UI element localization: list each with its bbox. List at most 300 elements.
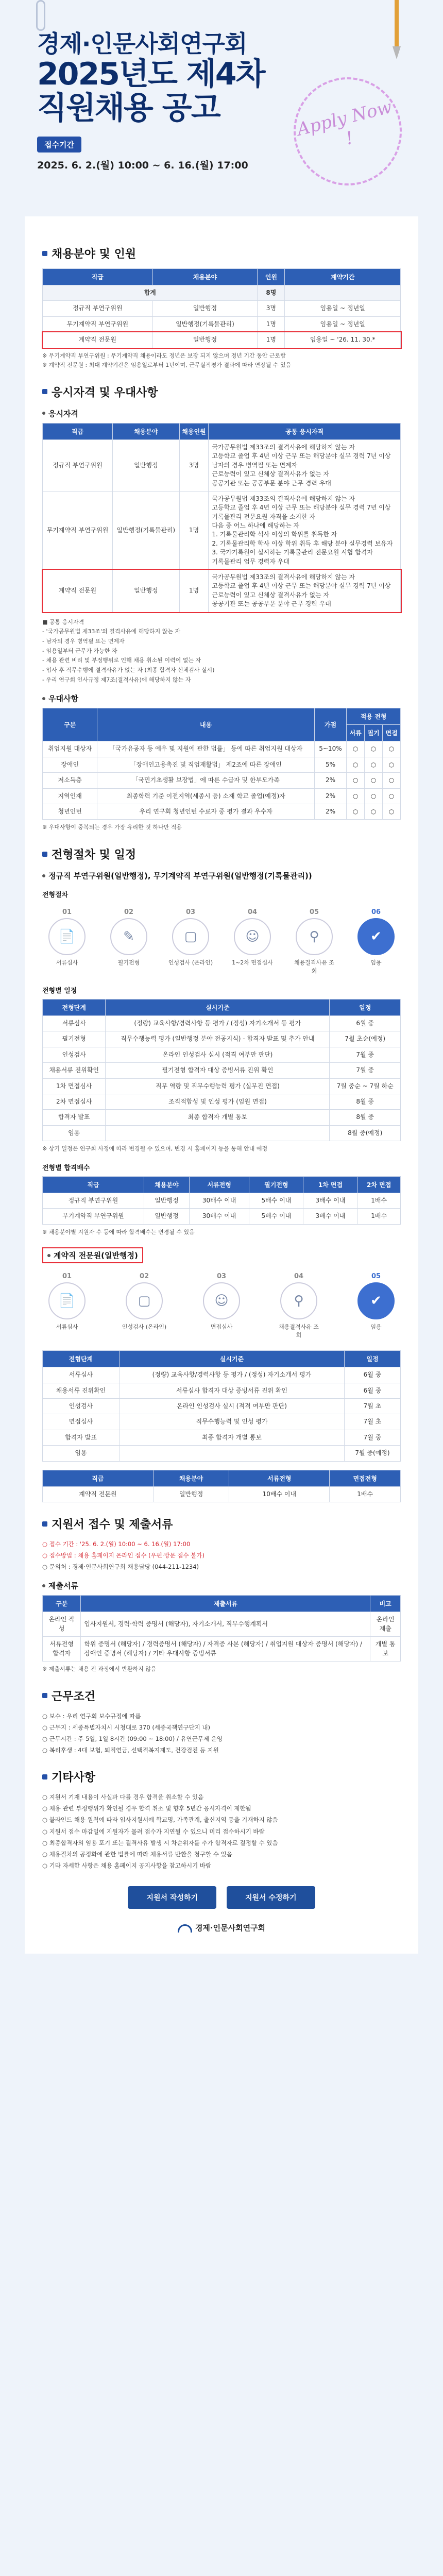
table-cell: 채용서류 진위확인 <box>43 1063 106 1078</box>
table-cell <box>209 491 401 569</box>
table-cell: 일반행정(기록물관리) <box>112 491 179 569</box>
step-icon: ☺ <box>234 918 271 955</box>
table-cell: ○ <box>365 741 383 757</box>
step-label: 면접심사 <box>210 1324 233 1331</box>
table-row <box>43 301 401 316</box>
hero-line2: 2025년도 제4차 <box>37 56 265 92</box>
table-cell: ○ <box>383 773 401 788</box>
text-line: ○ 복리후생 : 4대 보험, 퇴직연금, 선택적복지제도, 건강검진 등 지원 <box>42 1747 219 1754</box>
table-cell: 정규직 부연구위원 <box>43 1193 144 1208</box>
hero-header <box>0 0 443 216</box>
button-row <box>42 1886 401 1909</box>
preference-subtitle: 우대사항 <box>42 693 401 704</box>
total-row <box>43 285 401 301</box>
table-header: 직급 <box>43 1470 154 1486</box>
table-cell: 면접심사 <box>43 1414 120 1430</box>
dot-icon <box>47 1254 50 1257</box>
table-row <box>43 1031 401 1047</box>
process-step <box>168 908 213 975</box>
section-etc-title: 기타사항 <box>42 1769 401 1785</box>
process-step <box>353 908 399 975</box>
section-process-title: 전형절차 및 일정 <box>42 846 401 862</box>
process-step <box>44 1273 90 1339</box>
table-row <box>43 788 401 804</box>
table-cell: 1명 <box>258 332 285 348</box>
table-cell: 최종 합격자 개별 통보 <box>106 1110 330 1125</box>
table-cell: 인성검사 <box>43 1399 120 1414</box>
table-header: 서류전형 <box>189 1176 249 1193</box>
section-positions-title: 채용분야 및 인원 <box>42 245 401 261</box>
qualification-item: 고등학교 졸업 후 4년 이상 근무 또는 해당분야 실무 경력 7년 이상 <box>212 452 391 460</box>
table-header: 인원 <box>258 269 285 285</box>
process-step <box>353 1273 399 1339</box>
stage-label: 전형절차 <box>42 891 69 900</box>
pref-header: 필기 <box>365 725 383 741</box>
table-cell: 온라인 인성검사 실시 (적격 여부만 판단) <box>119 1399 344 1414</box>
table-cell: 7월 초 <box>344 1399 400 1414</box>
table-header: 직급 <box>43 1176 144 1193</box>
table-cell: 3배수 이내 <box>303 1193 357 1208</box>
dot-icon <box>42 1584 45 1587</box>
etc-lines <box>42 1792 401 1871</box>
table-cell: 일반행정 <box>152 301 258 316</box>
table-cell <box>209 570 401 613</box>
table-cell: 합격자 발표 <box>43 1110 106 1125</box>
table-cell: 서류심사 <box>43 1367 120 1383</box>
step-icon: 📄 <box>48 1282 86 1319</box>
text-line: ○ 채용 관련 부정행위가 확인될 경우 합격 취소 및 향후 5년간 응시자격이 제한됨 <box>42 1805 251 1812</box>
hero-line1: 경제·인문사회연구회 <box>37 30 247 58</box>
conditions-lines <box>42 1711 401 1756</box>
table-cell: 합격자 발표 <box>43 1430 120 1445</box>
table-row <box>43 804 401 819</box>
qualification-subtitle: 응시자격 <box>42 408 401 419</box>
qualification-item: 2. 기록물관리학 학사 이상 학위 취득 후 해당 분야 실무경력 보유자 <box>212 539 393 547</box>
pref-header: 면접 <box>383 725 401 741</box>
table-cell: 3명 <box>258 301 285 316</box>
qualification-item: 고등학교 졸업 후 4년 이상 근무 또는 해당분야 실무 경력 7년 이상 <box>212 582 391 590</box>
table-cell: 1배수 <box>357 1193 401 1208</box>
table-cell: 1명 <box>258 316 285 332</box>
table-cell: 2차 면접심사 <box>43 1094 106 1109</box>
qualification-item: 1. 기록물관리학 석사 이상의 학위를 취득한 자 <box>212 531 337 538</box>
table-header: 계약기간 <box>285 269 401 285</box>
text-line: ○ 지원서 접수 마감일에 지원자가 몰려 접수가 지연될 수 있으니 미리 접수하시기 바람 <box>42 1827 265 1835</box>
table-cell: 7월 중 <box>344 1430 400 1445</box>
table-row <box>43 1446 401 1461</box>
positions-notes <box>42 351 401 370</box>
pref-header: 구분 <box>43 708 97 741</box>
table-cell: 우리 연구회 청년인턴 수료자 중 평가 결과 우수자 <box>97 804 314 819</box>
step-icon: ✔ <box>357 1282 395 1319</box>
qualification-item: 국가공무원법 제33조의 결격사유에 해당하지 않는 자 <box>212 443 355 451</box>
table-cell: ○ <box>383 757 401 772</box>
application-lines <box>42 1539 401 1572</box>
square-bullet-icon <box>42 1693 47 1698</box>
text-line: - 우리 연구회 인사규정 제7조(결격사유)에 해당하지 않는 자 <box>42 676 191 683</box>
process-subtitle-1: 정규직 부연구위원(일반행정), 무기계약직 부연구위원(일반행정(기록물관리)) <box>42 870 401 881</box>
step-label: 채용결격사유 조회 <box>279 1324 319 1339</box>
qualification-item: 공공기관 또는 공공부문 분야 근무 경력 우대 <box>212 479 331 487</box>
table-cell: 온라인 인성검사 실시 (적격 여부만 판단) <box>106 1047 330 1062</box>
text-line: ※ 무기계약직 부연구위원 : 무기계약직 채용이라도 정년은 보장 되지 않으며 정년 기간 동안 근로함 <box>42 352 286 359</box>
documents-note: ※ 제출서류는 채용 전 과정에서 반환하지 않음 <box>42 1665 157 1672</box>
table-cell: 3배수 이내 <box>303 1209 357 1224</box>
table-header: 일정 <box>330 999 401 1016</box>
table-cell: 30배수 이내 <box>189 1209 249 1224</box>
pref-header: 가점 <box>314 708 346 741</box>
table-cell: ○ <box>365 773 383 788</box>
table-cell: 합계 <box>43 285 258 301</box>
table-row <box>43 757 401 772</box>
text-line: - 남자의 경우 병역필 또는 면제자 <box>42 637 125 645</box>
table-cell: 1배수 <box>330 1486 401 1502</box>
table-cell: 10배수 이내 <box>229 1486 330 1502</box>
common-qualification-notes <box>42 618 401 685</box>
table-row <box>43 1078 401 1094</box>
preference-note: ※ 우대사항이 중복되는 경우 가장 유리한 것 하나만 적용 <box>42 824 182 831</box>
positions-table <box>42 268 401 348</box>
table-row <box>43 1367 401 1383</box>
table-cell: 2% <box>314 788 346 804</box>
text-line: ○ 최종합격자의 임용 포기 또는 결격사유 발생 시 차순위자를 추가 합격자로 결정할 수 있음 <box>42 1839 278 1846</box>
table-cell: 일반행정 <box>112 439 179 491</box>
table-row <box>43 1094 401 1109</box>
step-number: 02 <box>124 908 134 917</box>
table-header: 비고 <box>370 1596 401 1612</box>
table-cell: 지역인재 <box>43 788 97 804</box>
qualification-item: 공공기관 또는 공공부문 분야 근무 경력 우대 <box>212 600 331 608</box>
table-row <box>43 1486 401 1502</box>
table-cell: 5% <box>314 757 346 772</box>
table-row <box>43 316 401 332</box>
text-line: ○ 보수 : 우리 연구회 보수규정에 따름 <box>42 1712 141 1720</box>
table-cell: ○ <box>365 804 383 819</box>
step-icon: ⚲ <box>296 918 333 955</box>
preference-table <box>42 708 401 820</box>
table-cell: 온라인 작성 <box>43 1612 81 1637</box>
pref-header: 서류 <box>347 725 365 741</box>
table-cell: 1배수 <box>357 1209 401 1224</box>
table-cell: ○ <box>365 788 383 804</box>
qualification-item: 국가공무원법 제33조의 결격사유에 해당하지 않는 자 <box>212 495 355 502</box>
table-cell: 입사지원서, 경력·학력 증명서 (해당자), 자기소개서, 직무수행계획서 <box>81 1612 370 1637</box>
text-line: ○ 근무지 : 세종특별자치시 시청대로 370 (세종국책연구단지 내) <box>42 1723 210 1731</box>
text-line: ○ 기타 자세한 사항은 채용 홈페이지 공지사항을 참고하시기 바람 <box>42 1861 212 1869</box>
step-label: 임용 <box>370 959 382 967</box>
table-cell: 8월 중(예정) <box>330 1125 401 1141</box>
pin-icon <box>386 0 407 62</box>
period-badge: 접수기간 <box>37 137 81 152</box>
square-bullet-icon <box>42 852 47 857</box>
table-cell: ○ <box>347 788 365 804</box>
table-cell: ○ <box>347 773 365 788</box>
table-cell: 정규직 부연구위원 <box>43 301 153 316</box>
pref-header-apply: 적용 전형 <box>347 708 401 725</box>
text-line: ○ 채용절차의 공정화에 관한 법률에 따라 채용서류 반환을 청구할 수 있음 <box>42 1850 232 1858</box>
table-cell: (정량) 교육사항/경력사항 등 평가 / (정성) 자기소개서 등 평가 <box>106 1016 330 1031</box>
table-cell: ○ <box>383 788 401 804</box>
table-cell: 일반행정 <box>144 1209 189 1224</box>
period-date: 2025. 6. 2.(월) 10:00 ~ 6. 16.(월) 17:00 <box>37 159 248 171</box>
table-cell: 7월 초 <box>344 1414 400 1430</box>
dot-icon <box>42 874 45 877</box>
table-cell: 7월 중 <box>330 1063 401 1078</box>
qualification-item: 국가공무원법 제33조의 결격사유에 해당하지 않는 자 <box>212 573 355 581</box>
table-row <box>43 491 401 569</box>
process-step <box>122 1273 167 1339</box>
multiple-table-1 <box>42 1176 401 1225</box>
table-cell: 7월 초순(예정) <box>330 1031 401 1047</box>
qualification-item: 근로능력이 있고 신체상 결격사유가 없는 자 <box>212 591 330 599</box>
table-cell: ○ <box>383 741 401 757</box>
square-bullet-icon <box>42 251 47 256</box>
qualification-item: 기록물관리 전문요원 자격을 소지한 자 <box>212 513 316 520</box>
table-row <box>43 1125 401 1141</box>
table-header: 채용분야 <box>153 1470 229 1486</box>
table-cell: 장애인 <box>43 757 97 772</box>
table-cell: 일반행정(기록물관리) <box>152 316 258 332</box>
table-cell: 7월 중(예정) <box>344 1446 400 1461</box>
process-step <box>199 1273 244 1339</box>
qualification-item: 고등학교 졸업 후 4년 이상 근무 또는 해당분야 실무 경력 7년 이상 <box>212 504 391 512</box>
table-cell: 필기전형 합격자 대상 증빙서류 진위 확인 <box>106 1063 330 1078</box>
process-steps-1 <box>42 903 401 975</box>
hero-line3: 직원채용 공고 <box>37 90 220 126</box>
table-cell: 3명 <box>179 439 209 491</box>
table-cell: 7월 중순 ~ 7월 하순 <box>330 1078 401 1094</box>
square-bullet-icon <box>42 1521 47 1527</box>
step-icon: 📄 <box>48 918 86 955</box>
section-qualification-title: 응시자격 및 우대사항 <box>42 384 401 400</box>
text-line: - 입사 후 직무수행에 결격사유가 없는 자 (최종 합격자 신체검사 실시) <box>42 667 215 674</box>
text-line: ※ 계약직 전문원 : 최대 계약기간은 임용일로부터 1년이며, 근무실적평가 결과에 따라 연장될 수 있음 <box>42 362 292 369</box>
table-cell: 1명 <box>179 570 209 613</box>
table-header: 채용분야 <box>152 269 258 285</box>
qualification-item: 다음 중 어느 하나에 해당하는 자 <box>212 522 300 530</box>
edit-application-button[interactable]: 지원서 수정하기 <box>227 1886 315 1909</box>
table-row <box>43 570 401 613</box>
table-cell: 인성검사 <box>43 1047 106 1062</box>
table-cell: 임용 <box>43 1446 120 1461</box>
table-cell: 조직적합성 및 인성 평가 (임원 면접) <box>106 1094 330 1109</box>
table-cell: 6월 중 <box>330 1016 401 1031</box>
dot-icon <box>42 412 45 415</box>
table-cell: 1차 면접심사 <box>43 1078 106 1094</box>
dot-icon <box>42 697 45 700</box>
table-row <box>43 332 401 348</box>
table-cell: 청년인턴 <box>43 804 97 819</box>
table-cell: ○ <box>347 741 365 757</box>
table-header: 제출서류 <box>81 1596 370 1612</box>
table-header: 실시기준 <box>119 1351 344 1367</box>
square-bullet-icon <box>42 1774 47 1780</box>
table-cell: 직무수행능력 및 인성 평가 <box>119 1414 344 1430</box>
table-cell: 「장애인고용촉진 및 직업재활법」 제2조에 따른 장애인 <box>97 757 314 772</box>
table-header: 실시기준 <box>106 999 330 1016</box>
schedule-note: ※ 상기 일정은 연구회 사정에 따라 변경될 수 있으며, 변경 시 홈페이지 등을 통해 안내 예정 <box>42 1145 268 1153</box>
table-header: 면접전형 <box>330 1470 401 1486</box>
table-header: 서류전형 <box>229 1470 330 1486</box>
table-row <box>43 741 401 757</box>
text-line: ○ 지원서 기재 내용이 사실과 다를 경우 합격을 취소할 수 있음 <box>42 1793 204 1801</box>
section-application-title: 지원서 접수 및 제출서류 <box>42 1516 401 1532</box>
write-application-button[interactable]: 지원서 작성하기 <box>128 1886 216 1909</box>
table-cell: 5배수 이내 <box>249 1193 303 1208</box>
table-cell: 1명 <box>179 491 209 569</box>
table-header: 구분 <box>43 1596 81 1612</box>
schedule-table-1 <box>42 999 401 1141</box>
table-cell: 서류심사 <box>43 1016 106 1031</box>
step-number: 05 <box>371 1273 381 1281</box>
table-cell: 최종 합격자 개별 통보 <box>119 1430 344 1445</box>
table-cell: 서류심사 합격자 대상 증빙서류 진위 확인 <box>119 1383 344 1398</box>
table-header: 채용인원 <box>179 423 209 439</box>
step-label: 필기전형 <box>117 959 140 967</box>
table-cell: 서류전형 합격자 <box>43 1637 81 1662</box>
qualification-item: 3. 국가기록원이 실시하는 기록물관리 전문요원 시험 합격자 <box>212 549 373 556</box>
step-label: 서류심사 <box>56 1324 78 1331</box>
step-icon: ☺ <box>203 1282 240 1319</box>
table-cell: 5배수 이내 <box>249 1209 303 1224</box>
table-cell: 7월 중 <box>330 1047 401 1062</box>
table-header: 1차 면접 <box>303 1176 357 1193</box>
text-line: ■ 공통 응시자격 <box>42 618 84 625</box>
step-label: 1~2차 면접심사 <box>232 959 273 967</box>
qualification-item: 남자의 경우 병역필 또는 면제자 <box>212 461 298 469</box>
step-label: 임용 <box>370 1324 382 1331</box>
table-cell: 온라인 제출 <box>370 1612 401 1637</box>
table-header: 공통 응시자격 <box>209 423 401 439</box>
table-row <box>43 1612 401 1637</box>
documents-table <box>42 1595 401 1662</box>
table-cell: 취업지원 대상자 <box>43 741 97 757</box>
table-row <box>43 773 401 788</box>
text-line: - 채용 관련 비리 및 부정행위로 인해 채용 취소된 이력이 없는 자 <box>42 657 201 664</box>
table-cell: 임용일 ~ 정년일 <box>285 301 401 316</box>
step-label: 인성검사 (온라인) <box>122 1324 167 1331</box>
table-cell <box>209 439 401 491</box>
step-number: 04 <box>247 908 258 917</box>
table-cell <box>119 1446 344 1461</box>
process-step <box>292 908 337 975</box>
table-header: 필기전형 <box>249 1176 303 1193</box>
multiple-table-2 <box>42 1470 401 1502</box>
step-number: 03 <box>216 1273 227 1281</box>
step-label: 서류심사 <box>56 959 78 967</box>
table-cell: 채용서류 진위확인 <box>43 1383 120 1398</box>
process-step <box>106 908 151 975</box>
table-cell: 계약직 전문원 <box>43 570 113 613</box>
nrc-logo-icon <box>178 1924 192 1933</box>
table-row <box>43 1209 401 1224</box>
table-cell: ○ <box>347 757 365 772</box>
table-cell: (정량) 교육사항/경력사항 등 평가 / (정성) 자기소개서 평가 <box>119 1367 344 1383</box>
table-row <box>43 1063 401 1078</box>
process-step <box>44 908 90 975</box>
text-line: ○ 근무시간 : 주 5일, 1일 8시간 (09:00 ~ 18:00) / 유연근무제 운영 <box>42 1735 223 1742</box>
table-row <box>43 1399 401 1414</box>
schedule-label: 전형별 일정 <box>42 987 77 995</box>
table-cell: 8월 중 <box>330 1094 401 1109</box>
multiple-label: 전형별 합격배수 <box>42 1164 90 1172</box>
section-conditions-title: 근무조건 <box>42 1688 401 1704</box>
table-cell: 필기전형 <box>43 1031 106 1047</box>
schedule-table-2 <box>42 1350 401 1461</box>
content-card <box>25 216 418 1954</box>
table-cell: 저소득층 <box>43 773 97 788</box>
table-cell: 8명 <box>258 285 285 301</box>
documents-subtitle: 제출서류 <box>42 1580 401 1591</box>
step-number: 05 <box>309 908 319 917</box>
step-label: 채용결격사유 조회 <box>294 959 334 975</box>
square-bullet-icon <box>42 389 47 394</box>
table-row <box>43 1047 401 1062</box>
table-cell: 「국민기초생활 보장법」에 따른 수급자 및 한부모가족 <box>97 773 314 788</box>
table-cell: 8월 중 <box>330 1110 401 1125</box>
table-cell: 직무 역량 및 직무수행능력 평가 (실무진 면접) <box>106 1078 330 1094</box>
step-label: 인성검사 (온라인) <box>168 959 213 967</box>
table-cell: 무기계약직 부연구위원 <box>43 1209 144 1224</box>
table-cell: 「국가유공자 등 예우 및 지원에 관한 법률」 등에 따른 취업지원 대상자 <box>97 741 314 757</box>
table-cell: ○ <box>347 804 365 819</box>
qualification-table <box>42 423 401 613</box>
table-row <box>43 1016 401 1031</box>
paperclip-icon <box>36 0 45 31</box>
table-cell: 2% <box>314 804 346 819</box>
text-line: ○ 접수 기간 : '25. 6. 2.(월) 10:00 ~ 6. 16.(월) 17:00 <box>42 1540 191 1548</box>
table-cell: ○ <box>383 804 401 819</box>
table-cell: 2% <box>314 773 346 788</box>
step-icon: ▢ <box>172 918 209 955</box>
qualification-item: 기록물관리 업무 경력자 우대 <box>212 557 289 565</box>
table-cell: 계약직 전문원 <box>43 1486 154 1502</box>
step-number: 04 <box>294 1273 304 1281</box>
table-cell: 임용 <box>43 1125 106 1141</box>
table-cell: 임용일 ~ 정년일 <box>285 316 401 332</box>
table-cell: 6월 중 <box>344 1383 400 1398</box>
table-row <box>43 1383 401 1398</box>
text-line: - '국가공무원법 제33조'의 결격사유에 해당하지 않는 자 <box>42 628 181 635</box>
table-cell: 임용일 ~ '26. 11. 30.* <box>285 332 401 348</box>
table-cell: 무기계약직 부연구위원 <box>43 316 153 332</box>
table-row <box>43 1193 401 1208</box>
step-icon: ▢ <box>126 1282 163 1319</box>
table-cell: ○ <box>365 757 383 772</box>
table-cell: 무기계약직 부연구위원 <box>43 491 113 569</box>
step-number: 02 <box>139 1273 149 1281</box>
process-step <box>276 1273 321 1339</box>
table-header: 채용분야 <box>144 1176 189 1193</box>
step-number: 01 <box>62 908 72 917</box>
table-cell <box>285 285 401 301</box>
table-cell: 정규직 부연구위원 <box>43 439 113 491</box>
table-row <box>43 1110 401 1125</box>
table-cell: 학위 증명서 (해당자) / 경력증명서 (해당자) / 자격증 사본 (해당자) / 취업지원 대상자 증명서 (해당자) / 장애인 증명서 (해당자) / 기타 우대사항 증빙서류 <box>81 1637 370 1662</box>
table-cell: 일반행정 <box>112 570 179 613</box>
apply-now-stamp: Apply Now ! <box>282 66 414 197</box>
table-cell: 계약직 전문원 <box>43 332 153 348</box>
pref-header: 내용 <box>97 708 314 741</box>
table-cell: 일반행정 <box>153 1486 229 1502</box>
step-number: 06 <box>371 908 381 917</box>
table-cell: 5~10% <box>314 741 346 757</box>
step-icon: ⚲ <box>280 1282 317 1319</box>
process-steps-2 <box>42 1267 401 1339</box>
process-subtitle-2: 계약직 전문원(일반행정) <box>42 1247 143 1263</box>
table-row <box>43 1637 401 1662</box>
footer: 경제·인문사회연구회 <box>42 1909 401 1933</box>
